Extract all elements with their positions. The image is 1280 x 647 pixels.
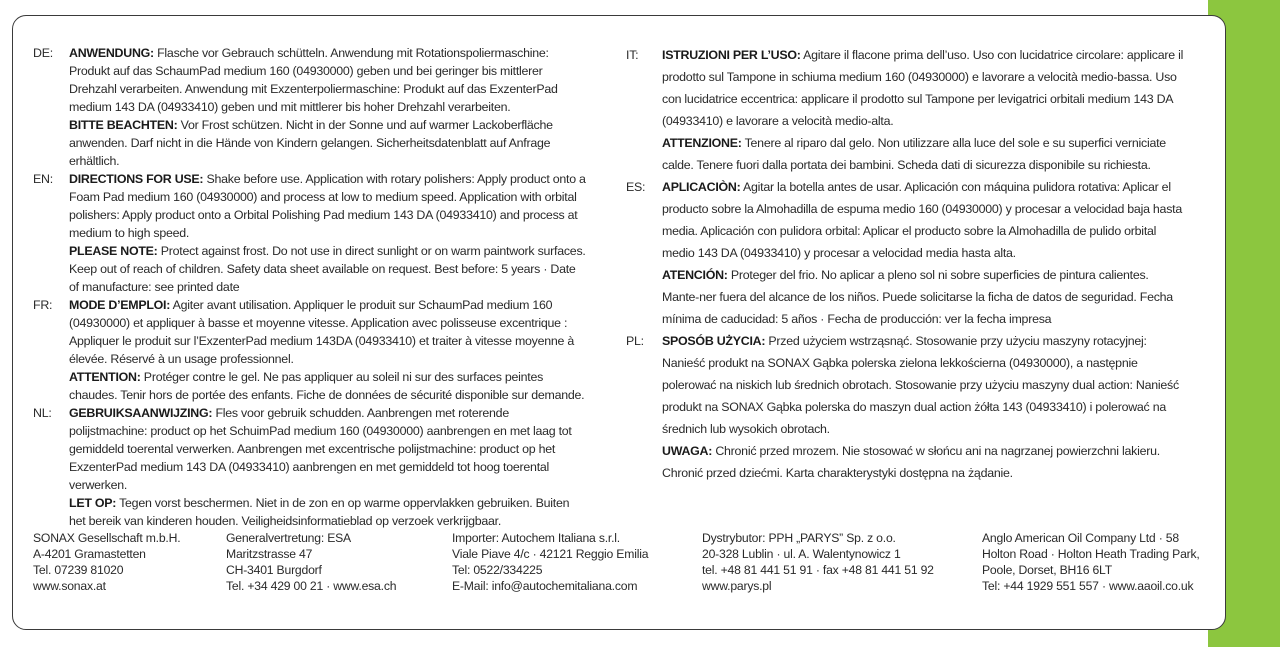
language-code: FR: [33, 298, 53, 312]
paragraph-heading: SPOSÓB UŻYCIA: [662, 334, 766, 348]
paragraph-text: Shake before use. Application with rotary polishers: Apply product onto a Foam Pad medium 160 (04930000) and process at low to medium speed. Application with orbital polishers: Apply product onto a Orbital Polishing Pad medium 143 DA (04933410) and process at medium to high speed. [69, 172, 586, 240]
paragraph-text: Tenere al riparo dal gelo. Non utilizzare alla luce del sole e su superfici verniciate calde. Tenere fuori dalla portata dei bambini. Scheda dati di sicurezza disponibile su richiesta. [662, 136, 1166, 172]
note-paragraph [662, 132, 1186, 176]
paragraph-heading: ATTENZIONE: [662, 136, 742, 150]
language-code: NL: [33, 406, 52, 420]
note-paragraph [69, 242, 588, 296]
section-fr [33, 296, 588, 404]
paragraph-text: Vor Frost schützen. Nicht in der Sonne und auf warmer Lackoberfläche anwenden. Darf nicht in die Hände von Kindern gelangen. Sicherheitsdatenblatt auf Anfrage erhältlich. [69, 118, 553, 168]
note-paragraph [69, 368, 588, 404]
section-it [626, 44, 1186, 176]
address-aaoil [982, 530, 1200, 594]
address-line: Anglo American Oil Company Ltd · 58 [982, 531, 1179, 545]
note-paragraph [662, 440, 1186, 484]
paragraph-heading: PLEASE NOTE: [69, 244, 158, 258]
usage-paragraph [662, 44, 1186, 132]
language-code: PL: [626, 334, 644, 348]
section-es [626, 176, 1186, 330]
address-line: CH-3401 Burgdorf [226, 563, 322, 577]
paragraph-heading: ATTENTION: [69, 370, 141, 384]
paragraph-text: Przed użyciem wstrząsnąć. Stosowanie przy użyciu maszyny rotacyjnej: Nanieść produkt na SONAX Gąbka polerska zielona lekkościerna (04930000), a następnie polerować na niskich lub średnich obrotach. Stosowanie przy użyciu maszyny dual action: Nanieść produkt na SONAX Gąbka polerska do maszyn dual action żółta 143 (04933410) i polerować na średnich lub wysokich obrotach. [662, 334, 1179, 436]
address-line: Tel: 0522/334225 [452, 563, 543, 577]
address-line: Dystrybutor: PPH „PARYS” Sp. z o.o. [702, 531, 896, 545]
address-line: Generalvertretung: ESA [226, 531, 351, 545]
section-en [33, 170, 588, 296]
note-paragraph [662, 264, 1186, 330]
address-line: A-4201 Gramastetten [33, 547, 146, 561]
address-line: www.sonax.at [33, 579, 106, 593]
address-line: E-Mail: info@autochemitaliana.com [452, 579, 638, 593]
address-esa [226, 530, 396, 594]
address-line: Tel. +34 429 00 21 · www.esa.ch [226, 579, 397, 593]
note-paragraph [69, 494, 588, 530]
address-line: Tel: +44 1929 551 557 · www.aaoil.co.uk [982, 579, 1194, 593]
section-pl [626, 330, 1186, 484]
language-code: DE: [33, 46, 53, 60]
language-code: EN: [33, 172, 53, 186]
address-parys [702, 530, 934, 594]
address-sonax [33, 530, 180, 594]
usage-paragraph [662, 176, 1186, 264]
language-code: ES: [626, 180, 646, 194]
usage-paragraph [69, 296, 588, 368]
paragraph-heading: ANWENDUNG: [69, 46, 154, 60]
paragraph-text: Tegen vorst beschermen. Niet in de zon en op warme oppervlakken gebruiken. Buiten het bereik van kinderen houden. Veiligheidsinformatieblad op verzoek verkrijgbaar. [69, 496, 570, 528]
note-paragraph [69, 116, 588, 170]
paragraph-text: Protect against frost. Do not use in direct sunlight or on warm paintwork surfaces. Keep out of reach of children. Safety data sheet available on request. Best before: 5 years · Date of manufacture: see printed date [69, 244, 586, 294]
paragraph-heading: ISTRUZIONI PER L’USO: [662, 48, 801, 62]
usage-paragraph [69, 44, 588, 116]
paragraph-heading: ATENCIÓN: [662, 268, 728, 282]
address-line: tel. +48 81 441 51 91 · fax +48 81 441 51 92 [702, 563, 934, 577]
usage-paragraph [662, 330, 1186, 440]
address-line: www.parys.pl [702, 579, 772, 593]
address-line: SONAX Gesellschaft m.b.H. [33, 531, 181, 545]
address-line: Viale Piave 4/c · 42121 Reggio Emilia [452, 547, 649, 561]
paragraph-text: Agitar la botella antes de usar. Aplicación con máquina pulidora rotativa: Aplicar el producto sobre la Almohadilla de espuma medio 160 (04930000) y procesar a velocidad baja hasta media. Aplicación con pulidora orbital: Aplicar el producto sobre la Almohadilla de pulido orbital medio 143 DA (04933410) y procesar a velocidad media hasta alta. [662, 180, 1182, 260]
paragraph-text: Agitare il flacone prima dell’uso. Uso con lucidatrice circolare: applicare il prodotto sul Tampone in schiuma medium 160 (04930000) e lavorare a velocità medio-bassa. Uso con lucidatrice eccentrica: applicare il prodotto sul Tampone per levigatrici orbitali medium 143 DA (04933410) e lavorare a velocità medio-alta. [662, 48, 1184, 128]
paragraph-text: Flasche vor Gebrauch schütteln. Anwendung mit Rotationspoliermaschine: Produkt auf das SchaumPad medium 160 (04930000) geben und bei geringer bis mittlerer Drehzahl verarbeiten. Anwendung mit Exzenterpoliermaschine: Produkt auf das ExzenterPad medium 143 DA (04933410) geben und mit mittlerer bis hoher Drehzahl verarbeiten. [69, 46, 558, 114]
paragraph-heading: DIRECTIONS FOR USE: [69, 172, 204, 186]
paragraph-text: Protéger contre le gel. Ne pas appliquer au soleil ni sur des surfaces peintes chaudes. Tenir hors de portée des enfants. Fiche de données de sécurité disponible sur demande. [69, 370, 585, 402]
address-line: Tel. 07239 81020 [33, 563, 124, 577]
address-line: Importer: Autochem Italiana s.r.l. [452, 531, 620, 545]
paragraph-heading: UWAGA: [662, 444, 713, 458]
paragraph-heading: GEBRUIKSAANWIJZING: [69, 406, 213, 420]
section-de [33, 44, 588, 170]
address-line: Holton Road · Holton Heath Trading Park, [982, 547, 1200, 561]
address-line: Poole, Dorset, BH16 6LT [982, 563, 1112, 577]
paragraph-text: Fles voor gebruik schudden. Aanbrengen met roterende polijstmachine: product op het SchuimPad medium 160 (04930000) aanbrengen en met laag tot gemiddeld toerental verwerken. Aanbrengen met excentrische polijstmachine: product op het ExzenterPad medium 143 DA (04933410) aanbrengen en met gemiddeld tot hoog toerental verwerken. [69, 406, 572, 492]
paragraph-text: Proteger del frio. No aplicar a pleno sol ni sobre superficies de pintura calientes. Mante-ner fuera del alcance de los niños. Puede solicitarse la ficha de datos de seguridad. Fecha mínima de caducidad: 5 años · Fecha de producción: ver la fecha impresa [662, 268, 1173, 326]
address-line: 20-328 Lublin · ul. A. Walentynowicz 1 [702, 547, 901, 561]
paragraph-text: Agiter avant utilisation. Appliquer le produit sur SchaumPad medium 160 (04930000) et appliquer à basse et moyenne vitesse. Application avec polisseuse excentrique : Appliquer le produit sur l’ExzenterPad medium 143DA (04933410) et traiter à vitesse moyenne à élevée. Réservé à un usage professionnel. [69, 298, 575, 366]
paragraph-heading: BITTE BEACHTEN: [69, 118, 178, 132]
usage-paragraph [69, 404, 588, 494]
instructions-left-column [33, 44, 588, 530]
instructions-right-column [626, 44, 1186, 484]
paragraph-heading: MODE D’EMPLOI: [69, 298, 171, 312]
usage-paragraph [69, 170, 588, 242]
paragraph-text: Chronić przed mrozem. Nie stosować w słońcu ani na nagrzanej powierzchni lakieru. Chronić przed dziećmi. Karta charakterystyki dostępna na żądanie. [662, 444, 1160, 480]
paragraph-heading: APLICACIÒN: [662, 180, 741, 194]
language-code: IT: [626, 48, 639, 62]
address-line: Maritzstrasse 47 [226, 547, 313, 561]
section-nl [33, 404, 588, 530]
paragraph-heading: LET OP: [69, 496, 117, 510]
address-autochem [452, 530, 648, 594]
